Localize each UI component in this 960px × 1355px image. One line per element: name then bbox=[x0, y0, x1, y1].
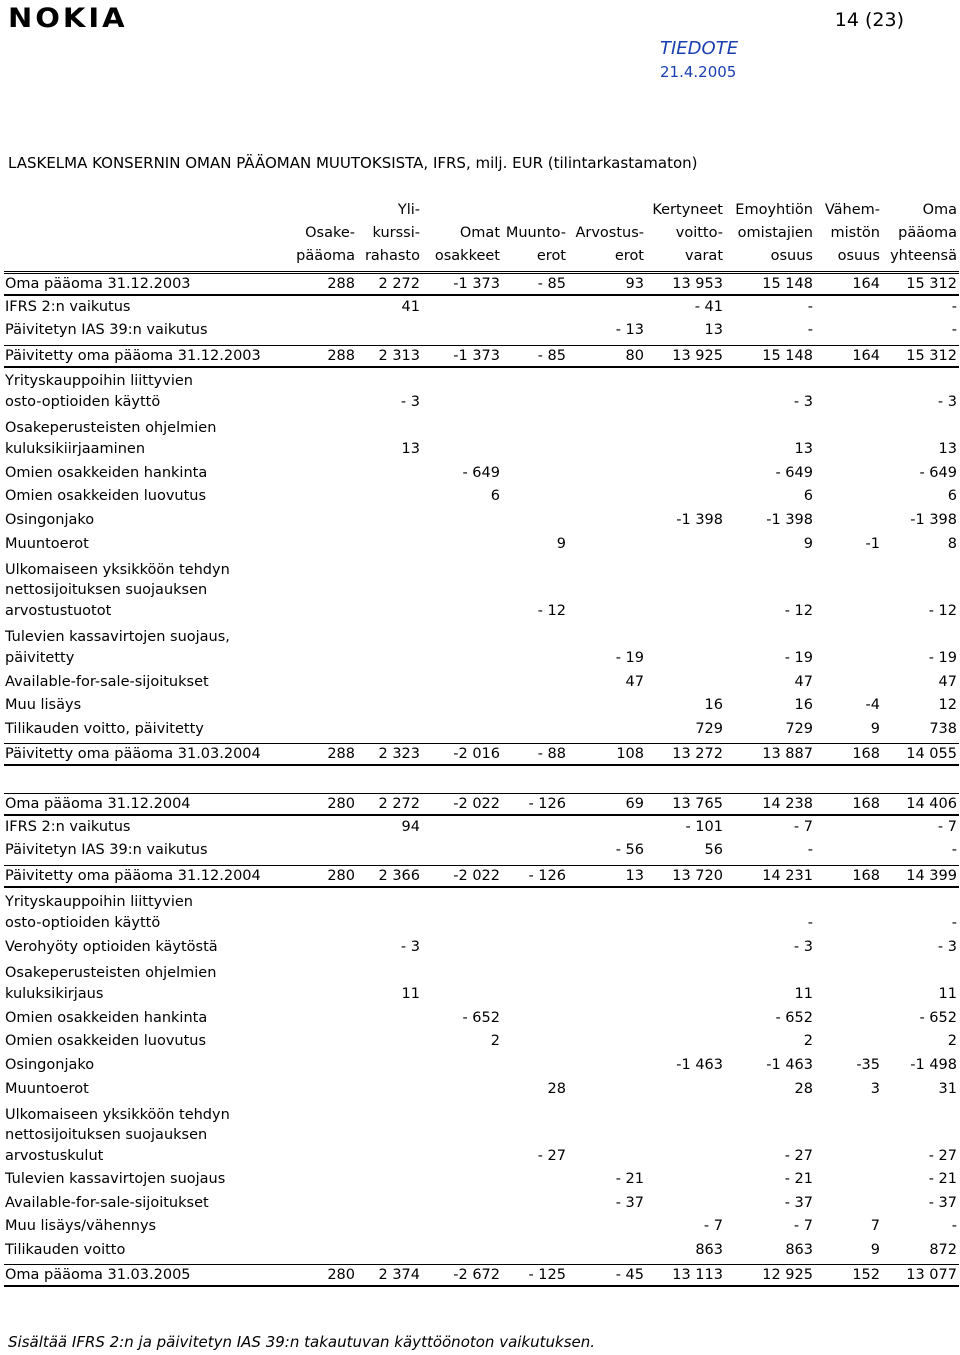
table-cell: - 27 bbox=[928, 1148, 957, 1164]
row-label: Muuntoerot bbox=[5, 535, 89, 552]
column-header: Oma pääoma yhteensä bbox=[890, 202, 957, 264]
row-label: Omien osakkeiden hankinta bbox=[5, 464, 208, 481]
document-title: LASKELMA KONSERNIN OMAN PÄÄOMAN MUUTOKSISTA, IFRS, milj. EUR (tilintarkastamaton) bbox=[8, 154, 698, 172]
table-row bbox=[4, 889, 959, 933]
table-row bbox=[4, 510, 959, 530]
table-row bbox=[4, 297, 959, 317]
table-cell: 69 bbox=[625, 796, 644, 812]
table-cell: - 21 bbox=[928, 1171, 957, 1187]
table-cell: - bbox=[951, 299, 957, 315]
table-cell: - 12 bbox=[537, 603, 566, 619]
table-cell: 280 bbox=[327, 1267, 355, 1283]
row-label: Omien osakkeiden luovutus bbox=[5, 487, 207, 504]
table-cell: 6 bbox=[947, 488, 957, 504]
table-cell: 16 bbox=[794, 697, 813, 713]
table-cell: -1 398 bbox=[676, 512, 723, 528]
table-cell: 13 077 bbox=[906, 1267, 957, 1283]
table-row bbox=[4, 696, 959, 715]
table-cell: 13 272 bbox=[672, 746, 723, 762]
row-label: Tilikauden voitto bbox=[5, 1241, 126, 1258]
table-cell: 164 bbox=[852, 348, 880, 364]
table-cell: -2 022 bbox=[453, 868, 500, 884]
table-row bbox=[4, 463, 959, 483]
table-cell: 872 bbox=[929, 1242, 957, 1258]
table-cell: 168 bbox=[852, 746, 880, 762]
column-header: Arvostus- erot bbox=[575, 225, 644, 264]
row-label: Oma pääoma 31.12.2003 bbox=[5, 275, 191, 292]
row-label: Omien osakkeiden luovutus bbox=[5, 1032, 207, 1049]
table-cell: 12 925 bbox=[762, 1267, 813, 1283]
table-cell: 14 238 bbox=[762, 796, 813, 812]
table-row bbox=[4, 534, 959, 554]
row-label: Yrityskauppoihin liittyvien osto-optioiden käyttö bbox=[5, 894, 193, 931]
table-cell: 729 bbox=[785, 721, 813, 737]
table-cell: -35 bbox=[856, 1057, 880, 1073]
table-cell: 152 bbox=[852, 1267, 880, 1283]
table-cell: - 56 bbox=[615, 842, 644, 858]
table-cell: 14 231 bbox=[762, 868, 813, 884]
table-cell: - 88 bbox=[537, 746, 566, 762]
table-cell: 729 bbox=[695, 721, 723, 737]
table-cell: 16 bbox=[704, 697, 723, 713]
table-cell: - 21 bbox=[615, 1171, 644, 1187]
table-cell: 11 bbox=[401, 986, 420, 1002]
row-label: Tulevien kassavirtojen suojaus, päivitetty bbox=[5, 629, 230, 666]
table-cell: - 3 bbox=[937, 939, 957, 955]
table-cell: - 41 bbox=[694, 299, 723, 315]
table-cell: - 19 bbox=[615, 650, 644, 666]
row-label: Tilikauden voitto, päivitetty bbox=[5, 720, 204, 737]
table-cell: - 27 bbox=[537, 1148, 566, 1164]
table-row bbox=[4, 840, 959, 860]
table-cell: - 649 bbox=[919, 465, 957, 481]
table-cell: 9 bbox=[870, 721, 880, 737]
document-type: TIEDOTE bbox=[660, 38, 739, 59]
column-header: Vähem- mistön osuus bbox=[824, 202, 880, 264]
table-cell: 2 323 bbox=[378, 746, 420, 762]
column-header: Omat osakkeet bbox=[434, 225, 500, 264]
table-cell: 47 bbox=[625, 674, 644, 690]
row-label: Muuntoerot bbox=[5, 1080, 89, 1097]
table-cell: - bbox=[807, 322, 813, 338]
table-cell: 7 bbox=[870, 1218, 880, 1234]
table-cell: - 37 bbox=[928, 1195, 957, 1211]
table-cell: - 3 bbox=[793, 394, 813, 410]
table-cell: 13 bbox=[794, 441, 813, 457]
table-cell: - 12 bbox=[928, 603, 957, 619]
table-cell: 15 148 bbox=[762, 348, 813, 364]
table-row bbox=[4, 320, 959, 340]
row-label: Yrityskauppoihin liittyvien osto-optioiden käyttö bbox=[5, 373, 193, 410]
table-cell: 28 bbox=[547, 1081, 566, 1097]
table-row bbox=[4, 1170, 959, 1189]
row-label: Available-for-sale-sijoitukset bbox=[5, 673, 209, 690]
row-label: Ulkomaiseen yksikköön tehdyn nettosijoituksen suojauksen arvostuskulut bbox=[5, 1106, 230, 1164]
table-cell: 13 765 bbox=[672, 796, 723, 812]
table-row bbox=[4, 1008, 959, 1028]
column-header: Osake- pääoma bbox=[296, 225, 355, 264]
table-row bbox=[4, 345, 959, 366]
table-row bbox=[4, 487, 959, 506]
row-label: Verohyöty optioiden käytöstä bbox=[5, 938, 218, 955]
table-cell: 13 953 bbox=[672, 276, 723, 292]
row-label: Osakeperusteisten ohjelmien kuluksikirjaus bbox=[5, 965, 217, 1002]
table-cell: - bbox=[807, 842, 813, 858]
row-label: IFRS 2:n vaikutus bbox=[5, 298, 131, 315]
table-cell: -1 bbox=[865, 536, 880, 552]
row-rule bbox=[4, 1285, 959, 1287]
nokia-logo: NOKIA bbox=[8, 2, 128, 34]
table-cell: 14 399 bbox=[906, 868, 957, 884]
column-header: Yli- kurssi- rahasto bbox=[364, 202, 420, 264]
table-cell: -1 463 bbox=[676, 1057, 723, 1073]
table-cell: - 3 bbox=[793, 939, 813, 955]
table-cell: 9 bbox=[870, 1242, 880, 1258]
table-cell: - 45 bbox=[615, 1267, 644, 1283]
table-cell: - 3 bbox=[937, 394, 957, 410]
table-header bbox=[0, 200, 960, 268]
row-label: Osingonjako bbox=[5, 511, 95, 528]
table-cell: 15 312 bbox=[906, 348, 957, 364]
table-row bbox=[4, 672, 959, 692]
table-cell: 288 bbox=[327, 276, 355, 292]
table-cell: - 37 bbox=[615, 1195, 644, 1211]
table-cell: - bbox=[807, 299, 813, 315]
table-cell: - 3 bbox=[400, 939, 420, 955]
table-row bbox=[4, 743, 959, 764]
table-cell: 13 887 bbox=[762, 746, 813, 762]
table-cell: 288 bbox=[327, 348, 355, 364]
table-cell: 41 bbox=[401, 299, 420, 315]
row-label: Päivitetty oma pääoma 31.12.2004 bbox=[5, 867, 261, 884]
table-cell: 6 bbox=[490, 488, 500, 504]
table-cell: 13 bbox=[704, 322, 723, 338]
row-label: Tulevien kassavirtojen suojaus bbox=[5, 1170, 226, 1187]
table-cell: -4 bbox=[865, 697, 880, 713]
table-cell: -1 463 bbox=[766, 1057, 813, 1073]
row-label: IFRS 2:n vaikutus bbox=[5, 818, 131, 835]
table-cell: 8 bbox=[947, 536, 957, 552]
table-cell: 168 bbox=[852, 796, 880, 812]
table-cell: 47 bbox=[794, 674, 813, 690]
table-cell: -2 672 bbox=[453, 1267, 500, 1283]
table-cell: 2 374 bbox=[378, 1267, 420, 1283]
table-cell: - bbox=[951, 915, 957, 931]
table-cell: - 85 bbox=[537, 348, 566, 364]
row-rule bbox=[4, 294, 959, 296]
table-cell: - 125 bbox=[528, 1267, 566, 1283]
table-cell: 93 bbox=[625, 276, 644, 292]
table-cell: 863 bbox=[695, 1242, 723, 1258]
table-cell: - 13 bbox=[615, 322, 644, 338]
table-cell: - 12 bbox=[784, 603, 813, 619]
table-cell: 14 406 bbox=[906, 796, 957, 812]
table-row bbox=[4, 1079, 959, 1099]
table-cell: 280 bbox=[327, 796, 355, 812]
table-cell: 863 bbox=[785, 1242, 813, 1258]
table-cell: -1 398 bbox=[910, 512, 957, 528]
table-cell: - 652 bbox=[919, 1010, 957, 1026]
page-number: 14 (23) bbox=[834, 9, 904, 31]
document-date: 21.4.2005 bbox=[660, 63, 737, 81]
table-cell: - bbox=[807, 915, 813, 931]
table-cell: 11 bbox=[938, 986, 957, 1002]
table-cell: 13 bbox=[625, 868, 644, 884]
header-rule bbox=[4, 271, 959, 272]
table-cell: -2 016 bbox=[453, 746, 500, 762]
table-cell: - 37 bbox=[784, 1195, 813, 1211]
row-label: Muu lisäys/vähennys bbox=[5, 1217, 157, 1234]
table-cell: 2 366 bbox=[378, 868, 420, 884]
table-cell: - 3 bbox=[400, 394, 420, 410]
row-label: Oma pääoma 31.12.2004 bbox=[5, 795, 191, 812]
table-row bbox=[4, 817, 959, 837]
table-cell: 9 bbox=[556, 536, 566, 552]
table-cell: - 101 bbox=[685, 819, 723, 835]
table-cell: - bbox=[951, 1218, 957, 1234]
row-label: Päivitetty oma pääoma 31.03.2004 bbox=[5, 745, 261, 762]
table-cell: - 85 bbox=[537, 276, 566, 292]
table-cell: 168 bbox=[852, 868, 880, 884]
table-cell: - 7 bbox=[937, 819, 957, 835]
table-cell: 2 313 bbox=[378, 348, 420, 364]
table-cell: 738 bbox=[929, 721, 957, 737]
table-cell: 164 bbox=[852, 276, 880, 292]
table-row bbox=[4, 273, 959, 294]
table-cell: 9 bbox=[803, 536, 813, 552]
table-cell: 15 312 bbox=[906, 276, 957, 292]
table-cell: - bbox=[951, 842, 957, 858]
table-cell: -1 498 bbox=[910, 1057, 957, 1073]
table-cell: 2 bbox=[947, 1033, 957, 1049]
table-cell: 280 bbox=[327, 868, 355, 884]
row-rule bbox=[4, 764, 959, 766]
row-label: Muu lisäys bbox=[5, 696, 82, 713]
column-header: Kertyneet voitto- varat bbox=[652, 202, 723, 264]
table-row bbox=[4, 937, 959, 957]
table-cell: 94 bbox=[401, 819, 420, 835]
table-cell: 13 925 bbox=[672, 348, 723, 364]
table-row bbox=[4, 1032, 959, 1051]
table-cell: 2 272 bbox=[378, 276, 420, 292]
table-row bbox=[4, 1217, 959, 1236]
table-cell: 14 055 bbox=[906, 746, 957, 762]
row-label: Osakeperusteisten ohjelmien kuluksikiirjaaminen bbox=[5, 420, 217, 457]
table-cell: 56 bbox=[704, 842, 723, 858]
table-cell: - 7 bbox=[703, 1218, 723, 1234]
table-cell: 3 bbox=[870, 1081, 880, 1097]
row-label: Ulkomaiseen yksikköön tehdyn nettosijoituksen suojauksen arvostustuotot bbox=[5, 561, 230, 619]
table-row bbox=[4, 369, 959, 412]
table-cell: 13 bbox=[401, 441, 420, 457]
table-cell: - 649 bbox=[775, 465, 813, 481]
column-header: Emoyhtiön omistajien osuus bbox=[735, 202, 813, 264]
footnote: Sisältää IFRS 2:n ja päivitetyn IAS 39:n takautuvan käyttöönoton vaikutuksen. bbox=[8, 1333, 596, 1351]
table-cell: - 27 bbox=[784, 1148, 813, 1164]
table-cell: 28 bbox=[794, 1081, 813, 1097]
table-cell: - 7 bbox=[793, 819, 813, 835]
column-header: Muunto- erot bbox=[505, 225, 566, 264]
table-cell: - 19 bbox=[784, 650, 813, 666]
table-cell: 80 bbox=[625, 348, 644, 364]
table-cell: - 652 bbox=[775, 1010, 813, 1026]
table-cell: 6 bbox=[803, 488, 813, 504]
table-row bbox=[4, 560, 959, 621]
row-label: Oma pääoma 31.03.2005 bbox=[5, 1266, 191, 1283]
table-row bbox=[4, 719, 959, 739]
table-row bbox=[4, 865, 959, 886]
table-cell: - 7 bbox=[793, 1218, 813, 1234]
table-cell: 288 bbox=[327, 746, 355, 762]
table-row bbox=[4, 625, 959, 668]
table-cell: - 19 bbox=[928, 650, 957, 666]
table-cell: 12 bbox=[938, 697, 957, 713]
table-cell: -1 373 bbox=[453, 276, 500, 292]
table-cell: -1 373 bbox=[453, 348, 500, 364]
row-label: Available-for-sale-sijoitukset bbox=[5, 1194, 209, 1211]
table-cell: - 652 bbox=[462, 1010, 500, 1026]
table-cell: - 126 bbox=[528, 868, 566, 884]
table-row bbox=[4, 1055, 959, 1075]
table-row bbox=[4, 1240, 959, 1260]
table-cell: - 649 bbox=[462, 465, 500, 481]
table-cell: 2 bbox=[803, 1033, 813, 1049]
table-cell: 13 113 bbox=[672, 1267, 723, 1283]
row-rule bbox=[4, 814, 959, 816]
table-cell: -2 022 bbox=[453, 796, 500, 812]
row-label: Omien osakkeiden hankinta bbox=[5, 1009, 208, 1026]
table-cell: -1 398 bbox=[766, 512, 813, 528]
table-cell: 15 148 bbox=[762, 276, 813, 292]
table-row bbox=[4, 416, 959, 459]
row-label: Päivitetyn IAS 39:n vaikutus bbox=[5, 321, 208, 338]
table-cell: 2 272 bbox=[378, 796, 420, 812]
table-cell: 47 bbox=[938, 674, 957, 690]
row-label: Päivitetyn IAS 39:n vaikutus bbox=[5, 841, 208, 858]
table-cell: - 21 bbox=[784, 1171, 813, 1187]
row-label: Päivitetty oma pääoma 31.12.2003 bbox=[5, 347, 261, 364]
row-label: Osingonjako bbox=[5, 1056, 95, 1073]
table-cell: 108 bbox=[616, 746, 644, 762]
table-cell: - 126 bbox=[528, 796, 566, 812]
table-cell: 2 bbox=[490, 1033, 500, 1049]
table-cell: 13 720 bbox=[672, 868, 723, 884]
table-row bbox=[4, 1193, 959, 1213]
table-row bbox=[4, 1264, 959, 1285]
table-cell: 31 bbox=[938, 1081, 957, 1097]
table-row bbox=[4, 1105, 959, 1166]
table-cell: 13 bbox=[938, 441, 957, 457]
table-cell: 11 bbox=[794, 986, 813, 1002]
table-row bbox=[4, 793, 959, 814]
table-cell: - bbox=[951, 322, 957, 338]
row-rule bbox=[4, 366, 959, 368]
row-rule bbox=[4, 886, 959, 888]
table-row bbox=[4, 961, 959, 1004]
